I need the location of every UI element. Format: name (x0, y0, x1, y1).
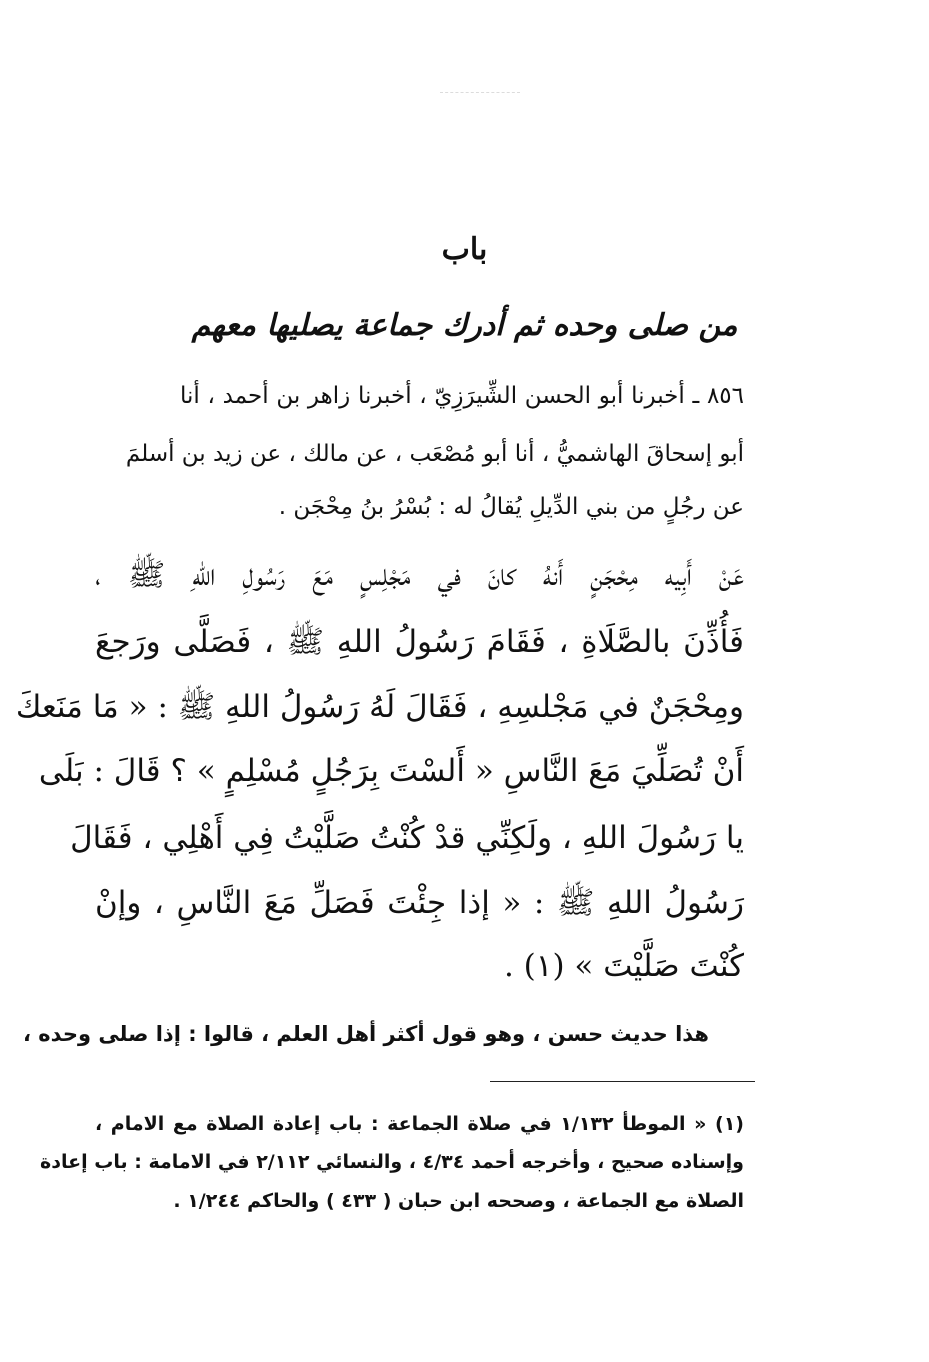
scan-artifact (440, 92, 520, 113)
footnote-line: الصلاة مع الجماعة ، وصححه ابن حبان ( ٤٣٣ ) والحاكم ١/٢٤٤ . (173, 1190, 744, 1212)
chapter-title: من صلى وحده ثم أدرك جماعة يصليها معهم (191, 308, 738, 343)
hadith-line: يا رَسُولَ اللهِ ، ولَكِنِّي قدْ كُنْتُ صَلَّيْتُ فِي أَهْلِي ، فَقَالَ (70, 820, 744, 856)
hadith-line: كُنْتَ صَلَّيْتَ » (١) . (503, 948, 744, 984)
footnote-line: وإسناده صحيح ، وأخرجه أحمد ٤/٣٤ ، والنسائي ٢/١١٢ في الامامة : باب إعادة (40, 1151, 744, 1173)
footnote-divider (490, 1081, 755, 1082)
commentary-line: هذا حديث حسن ، وهو قول أكثر أهل العلم ، قالوا : إذا صلى وحده ، (23, 1022, 709, 1046)
chapter-heading: باب (441, 232, 488, 267)
hadith-line: ومِحْجَنٌ في مَجْلسِهِ ، فَقَالَ لَهُ رَسُولُ اللهِ ﷺ : « مَا مَنَعكَ (15, 689, 744, 725)
hadith-line: عَنْ أَبِيه مِحْجَنٍ أَنهُ كانَ في مَجْلِسٍ مَعَ رَسُولِ اللهِ ﷺ ، (95, 557, 744, 593)
footnote-line: (١) « الموطأ ١/١٣٢ في صلاة الجماعة : باب إعادة الصلاة مع الامام ، (95, 1113, 744, 1135)
isnad-line: ٨٥٦ ـ أخبرنا أبو الحسن الشِّيرَزِيّ ، أخبرنا زاهر بن أحمد ، أنا (180, 383, 744, 409)
hadith-line: رَسُولُ اللهِ ﷺ : « إذا جِئْتَ فَصَلِّ مَعَ النَّاسِ ، وإنْ (95, 885, 744, 921)
hadith-line: فَأُذِّنَ بالصَّلَاةِ ، فَقَامَ رَسُولُ اللهِ ﷺ ، فَصَلَّى ورَجعَ (95, 624, 744, 660)
isnad-line: أبو إسحاقَ الهاشميُّ ، أنا أبو مُصْعَب ، عن مالك ، عن زيد بن أسلمَ (125, 441, 744, 467)
hadith-line: أَنْ تُصَلِّيَ مَعَ النَّاسِ « أَلسْتَ بِرَجُلٍ مُسْلِمٍ » ؟ قَالَ : بَلَى (38, 753, 744, 789)
isnad-line: عن رجُلٍ من بني الدِّيلِ يُقالُ له : بُسْرُ بنُ مِحْجَن . (278, 494, 744, 520)
